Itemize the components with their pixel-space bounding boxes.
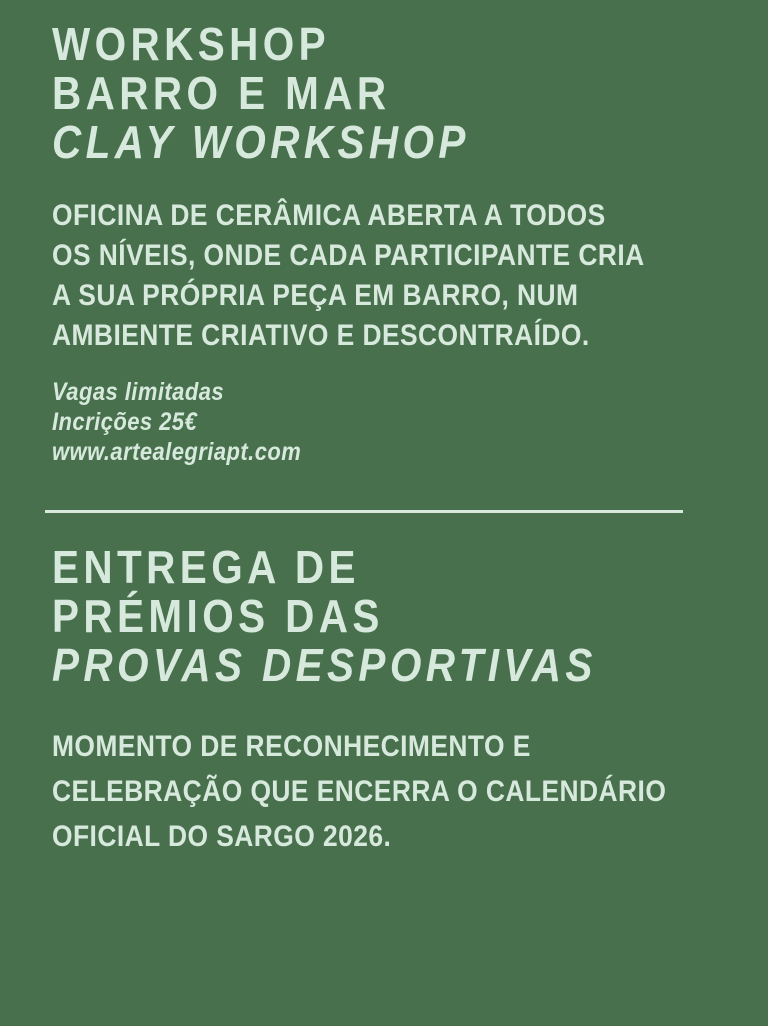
awards-description-line-3: OFICIAL DO SARGO 2026. bbox=[52, 820, 392, 853]
workshop-description-line-1: OFICINA DE CERÂMICA ABERTA A TODOS bbox=[52, 199, 606, 232]
awards-description bbox=[52, 724, 666, 859]
workshop-title bbox=[52, 20, 470, 167]
workshop-title-line-1: WORKSHOP bbox=[52, 18, 331, 70]
workshop-details bbox=[52, 377, 301, 467]
workshop-price-note: Incrições 25€ bbox=[52, 408, 198, 436]
workshop-website-url: www.artealegriapt.com bbox=[52, 438, 302, 466]
awards-title-line-2: PRÉMIOS DAS bbox=[52, 590, 384, 642]
workshop-title-english: CLAY WORKSHOP bbox=[52, 116, 470, 168]
workshop-title-line-2: BARRO E MAR bbox=[52, 67, 391, 119]
awards-title-line-1: ENTREGA DE bbox=[52, 541, 360, 593]
workshop-description bbox=[52, 196, 645, 356]
awards-title-line-3: PROVAS DESPORTIVAS bbox=[52, 639, 597, 691]
workshop-description-line-4: AMBIENTE CRIATIVO E DESCONTRAÍDO. bbox=[52, 319, 590, 352]
section-divider bbox=[45, 510, 683, 513]
workshop-description-line-2: OS NÍVEIS, ONDE CADA PARTICIPANTE CRIA bbox=[52, 239, 645, 272]
awards-description-line-2: CELEBRAÇÃO QUE ENCERRA O CALENDÁRIO bbox=[52, 775, 667, 808]
workshop-availability-note: Vagas limitadas bbox=[52, 378, 225, 406]
workshop-description-line-3: A SUA PRÓPRIA PEÇA EM BARRO, NUM bbox=[52, 279, 579, 312]
awards-description-line-1: MOMENTO DE RECONHECIMENTO E bbox=[52, 730, 531, 763]
awards-title bbox=[52, 543, 597, 690]
